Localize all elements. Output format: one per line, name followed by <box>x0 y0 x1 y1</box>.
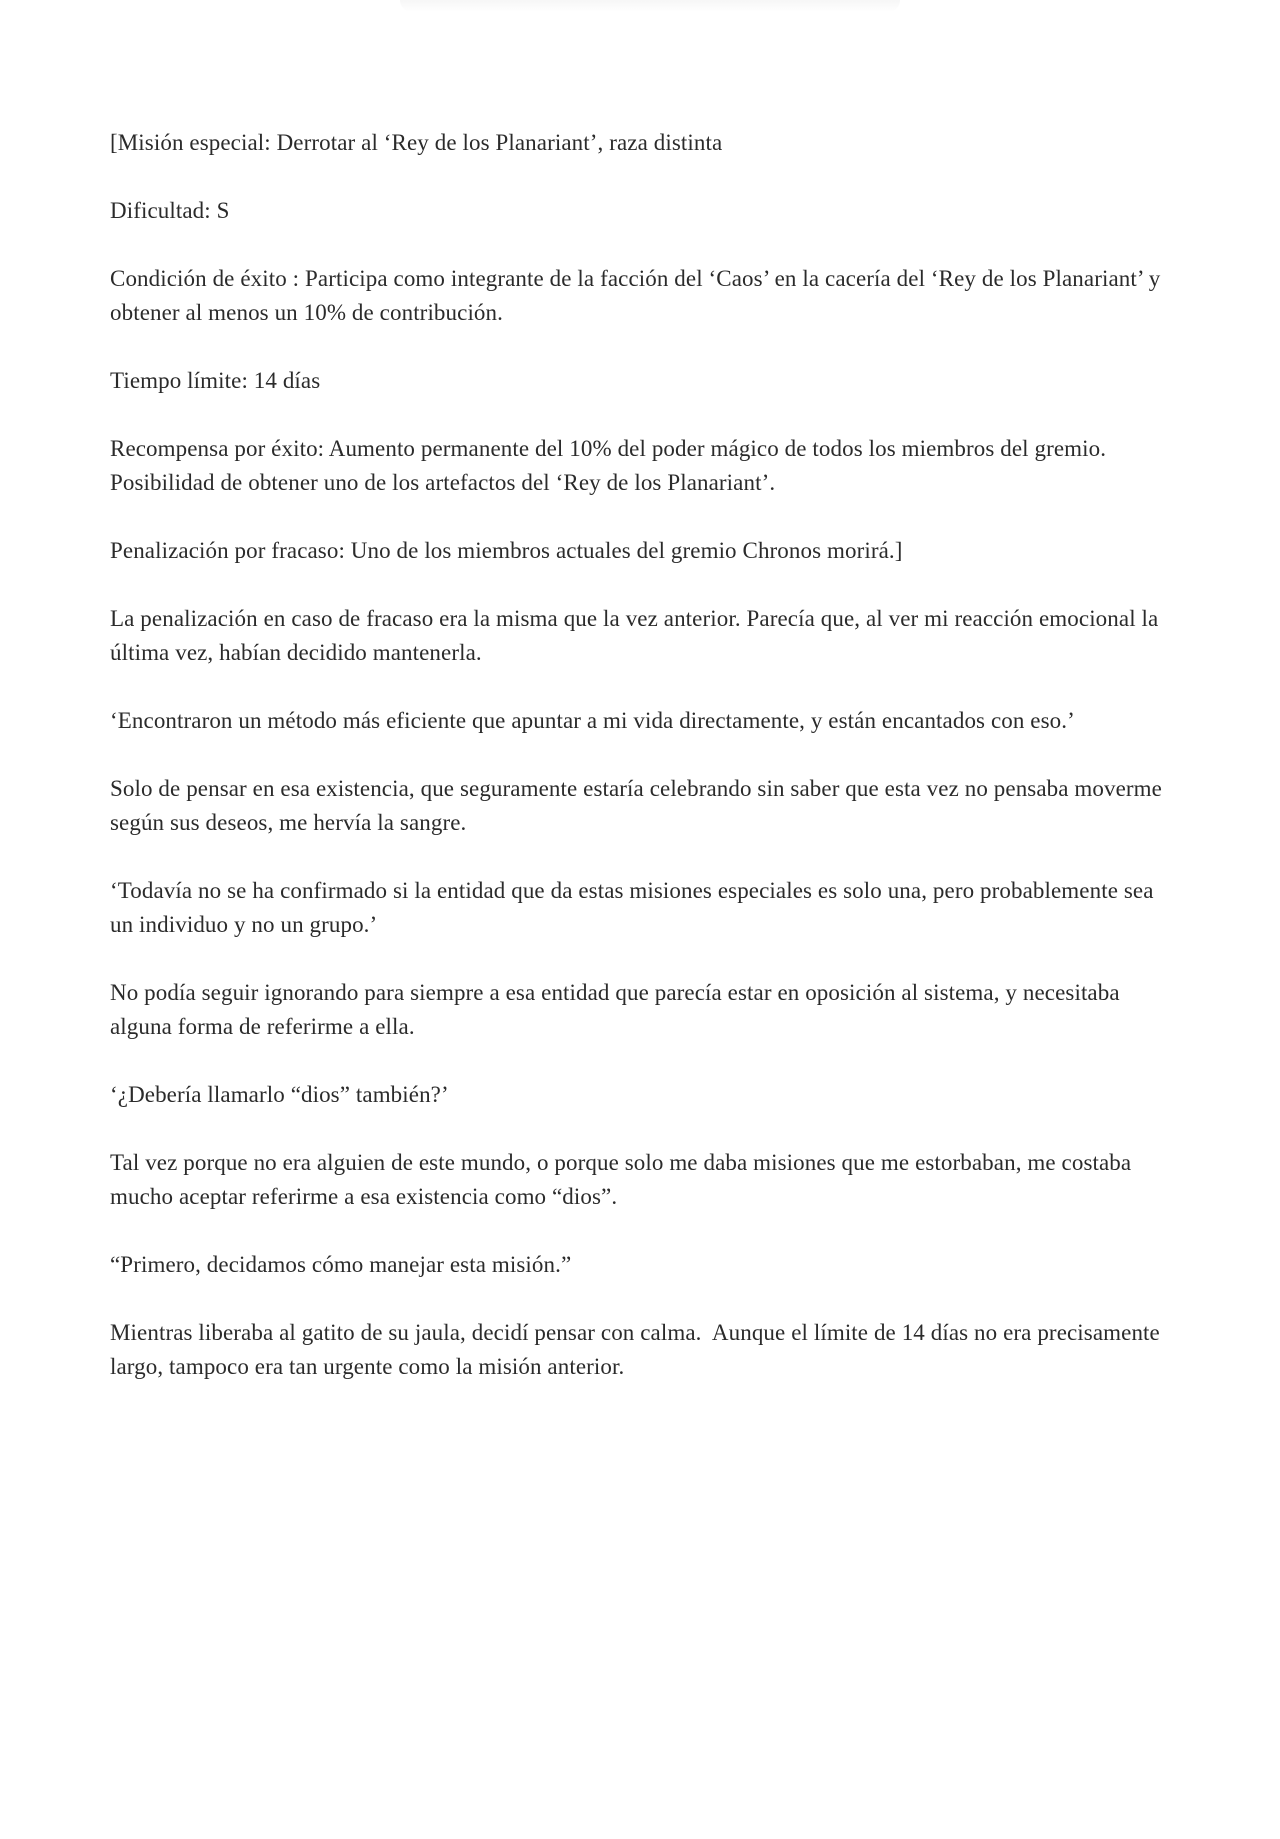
mission-reward: Recompensa por éxito: Aumento permanente del 10% del poder mágico de todos los miembros del gremio. Posibilidad de obtener uno de los artefactos del ‘Rey de los Planariant’. <box>110 436 1112 495</box>
story-paragraph: ‘Todavía no se ha confirmado si la entidad que da estas misiones especiales es solo una, pero probablemente sea un individuo y no un grupo.’ <box>110 878 1160 937</box>
story-paragraph: ‘Encontraron un método más eficiente que apuntar a mi vida directamente, y están encantados con eso.’ <box>110 708 1075 733</box>
story-paragraph: Mientras liberaba al gatito de su jaula, decidí pensar con calma. Aunque el límite de 14 días no era precisamente largo, tampoco era tan urgente como la misión anterior. <box>110 1320 1166 1379</box>
story-paragraph: “Primero, decidamos cómo manejar esta misión.” <box>110 1252 572 1277</box>
story-paragraph: Tal vez porque no era alguien de este mundo, o porque solo me daba misiones que me estorbaban, me costaba mucho aceptar referirme a esa existencia como “dios”. <box>110 1150 1138 1209</box>
mission-time-limit: Tiempo límite: 14 días <box>110 368 321 393</box>
story-paragraph: La penalización en caso de fracaso era la misma que la vez anterior. Parecía que, al ver mi reacción emocional la última vez, habían decidido mantenerla. <box>110 606 1165 665</box>
mission-title: [Misión especial: Derrotar al ‘Rey de los Planariant’, raza distinta <box>110 130 723 155</box>
story-paragraph: No podía seguir ignorando para siempre a esa entidad que parecía estar en oposición al sistema, y necesitaba alguna forma de referirme a ella. <box>110 980 1126 1039</box>
top-edge-shadow <box>400 0 900 12</box>
document-body <box>110 126 1170 1418</box>
story-paragraph: ‘¿Debería llamarlo “dios” también?’ <box>110 1082 449 1107</box>
story-paragraph: Solo de pensar en esa existencia, que seguramente estaría celebrando sin saber que esta vez no pensaba moverme según sus deseos, me hervía la sangre. <box>110 776 1168 835</box>
mission-difficulty: Dificultad: S <box>110 198 230 223</box>
mission-success-condition: Condición de éxito : Participa como integrante de la facción del ‘Caos’ en la cacería del ‘Rey de los Planariant’ y obtener al menos un 10% de contribución. <box>110 266 1167 325</box>
mission-penalty: Penalización por fracaso: Uno de los miembros actuales del gremio Chronos morirá.] <box>110 538 903 563</box>
